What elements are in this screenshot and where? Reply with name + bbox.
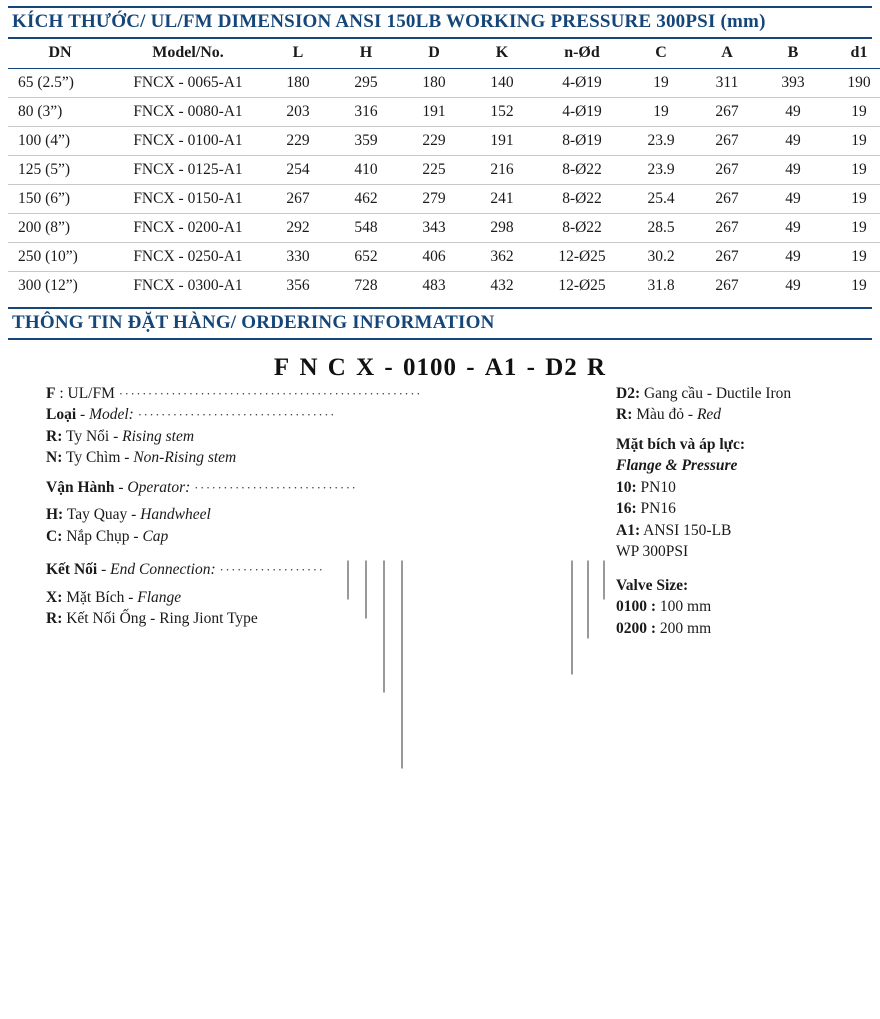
legend-item-pn10-text: PN10 [636,478,676,496]
legend-item-size-0100-text: 100 mm [656,598,712,616]
cell-dn: 250 (10”) [8,242,112,271]
cell-c: 23.9 [628,126,694,155]
legend-item-r-color-vi: Màu đỏ - [632,406,697,424]
legend-item-x-flange-en: Flange [137,588,182,606]
cell-k: 362 [468,242,536,271]
table-row [8,184,880,213]
cell-nod: 4-Ø19 [536,97,628,126]
legend-group-flange-pressure-vi: Mặt bích và áp lực: [616,435,745,453]
cell-model: FNCX - 0250-A1 [112,242,264,271]
legend-item-c-cap-en: Cap [142,527,169,545]
cell-l: 254 [264,155,332,184]
legend-group-flange-pressure-en [616,458,880,474]
legend-item-r-color-en: Red [696,406,722,424]
cell-dn: 100 (4”) [8,126,112,155]
cell-k: 241 [468,184,536,213]
column-header-d1: d1 [826,39,880,69]
cell-d: 225 [400,155,468,184]
order-code-legend [8,384,872,637]
cell-dn: 150 (6”) [8,184,112,213]
order-code-part-f: F [273,353,291,381]
legend-item-a1-text: ANSI 150-LB [640,521,732,539]
legend-item-wp [616,544,880,560]
cell-c: 31.8 [647,276,675,294]
column-header-b: B [760,39,826,69]
legend-left-column [46,384,422,633]
cell-a: 267 [694,184,760,213]
legend-item-f-text: : UL/FM [55,384,115,402]
legend-item-size-0100 [616,599,880,615]
cell-d1: 19 [826,97,880,126]
table-row [8,213,880,242]
cell-a: 267 [694,155,760,184]
column-header-dn: DN [8,39,112,69]
cell-h: 652 [332,242,400,271]
order-code-dash-1: - [384,353,394,381]
cell-nod: 8-Ø22 [536,155,628,184]
legend-item-a1-ansi [616,523,880,539]
cell-nod: 8-Ø22 [536,213,628,242]
legend-item-end-connection [46,562,376,578]
cell-d1: 19 [826,155,880,184]
cell-d: 180 [400,68,468,97]
cell-c: 30.2 [628,242,694,271]
cell-a: 267 [694,213,760,242]
cell-nod: 8-Ø19 [536,126,628,155]
column-header-k: K [468,39,536,69]
cell-d: 191 [400,97,468,126]
column-header-a: A [694,39,760,69]
legend-item-n-nonrising-vi: Ty Chìm - [62,449,134,467]
cell-d: 229 [400,126,468,155]
cell-c: 19 [628,68,694,97]
cell-d1: 19 [826,242,880,271]
legend-item-model-en: Model: [89,406,134,424]
cell-l: 267 [264,184,332,213]
column-header-d: D [400,39,468,69]
legend-item-size-0100-code: 0100 : [616,598,657,616]
cell-d1: 19 [826,184,880,213]
order-code-part-n: N [299,353,319,381]
legend-item-c-cap [46,529,376,545]
legend-item-model-sep: - [76,406,90,424]
legend-item-r-rising-vi: Ty Nổi - [62,427,123,445]
cell-d: 406 [400,242,468,271]
legend-item-c-cap-vi: Nắp Chụp - [62,527,143,545]
cell-dn: 300 (12”) [18,276,78,294]
cell-d: 343 [400,213,468,242]
order-code-part-size: 0100 [402,353,457,381]
table-row [8,155,880,184]
cell-model: FNCX - 0080-A1 [112,97,264,126]
legend-item-end-connection-label: Kết Nối [46,561,98,579]
cell-dn: 125 (5”) [8,155,112,184]
legend-dots: ···················································· [118,385,422,401]
legend-item-n-nonrising-en: Non-Rising stem [133,449,237,467]
cell-h: 410 [332,155,400,184]
cell-l: 356 [286,276,310,294]
cell-l: 180 [264,68,332,97]
legend-item-h-handwheel-vi: Tay Quay - [63,506,141,524]
legend-item-operator-en: Operator: [127,478,191,496]
order-code-part-x: X [356,353,376,381]
legend-item-size-0200 [616,621,880,637]
cell-b: 49 [785,276,801,294]
cell-model: FNCX - 0300-A1 [133,276,243,294]
legend-item-operator [46,480,376,496]
table-row [8,271,880,300]
cell-k: 216 [468,155,536,184]
cell-model: FNCX - 0200-A1 [112,213,264,242]
cell-h: 462 [332,184,400,213]
cell-b: 49 [760,126,826,155]
cell-model: FNCX - 0100-A1 [112,126,264,155]
legend-item-pn16-text: PN16 [636,500,676,518]
cell-model: FNCX - 0150-A1 [112,184,264,213]
order-code-dash-3: - [526,353,536,381]
legend-item-d2-material [616,386,880,402]
legend-item-d2-text: Gang cầu - Ductile Iron [640,384,792,402]
table-row [8,97,880,126]
legend-item-model [46,407,376,423]
cell-a: 267 [694,242,760,271]
cell-k: 432 [490,276,514,294]
legend-item-operator-sep: - [114,478,128,496]
cell-a: 311 [694,68,760,97]
column-header-nod: n-Ød [536,39,628,69]
legend-group-flange-pressure [616,437,880,453]
legend-item-h-handwheel-code: H: [46,506,64,524]
legend-item-d2-code: D2: [616,384,641,402]
cell-dn: 65 (2.5”) [8,68,112,97]
cell-dn: 200 (8”) [8,213,112,242]
cell-h: 359 [332,126,400,155]
legend-right-column [616,386,880,643]
legend-dots: ·································· [137,407,336,423]
legend-group-flange-pressure-en-text: Flange & Pressure [616,457,738,475]
legend-item-c-cap-code: C: [46,527,63,545]
cell-l: 203 [264,97,332,126]
dimension-table [8,39,880,300]
ordering-section-header [8,307,872,340]
legend-item-end-connection-sep: - [97,561,111,579]
column-header-l: L [264,39,332,69]
cell-b: 49 [760,155,826,184]
cell-k: 191 [468,126,536,155]
order-code-part-pressure: A1 [484,353,518,381]
dimension-section-header [8,6,872,39]
legend-item-r-rising [46,429,376,445]
legend-item-pn16-code: 16: [616,500,637,518]
legend-item-r-rising-en: Rising stem [122,427,195,445]
legend-item-h-handwheel-en: Handwheel [140,506,211,524]
cell-model: FNCX - 0125-A1 [112,155,264,184]
cell-a: 267 [694,126,760,155]
legend-dots: ·················· [219,562,325,578]
table-row [8,126,880,155]
cell-k: 140 [468,68,536,97]
table-header-row [8,39,880,69]
order-code-dash-2: - [466,353,476,381]
cell-b: 49 [760,184,826,213]
cell-c: 23.9 [628,155,694,184]
legend-item-x-flange [46,590,376,606]
dimension-section-title: KÍCH THƯỚC/ UL/FM DIMENSION ANSI 150LB WORKING PRESSURE 300PSI (mm) [12,11,766,32]
cell-h: 316 [332,97,400,126]
legend-group-valve-size [616,578,880,594]
legend-dots: ···························· [194,479,358,495]
cell-d1: 19 [851,276,867,294]
legend-item-operator-label: Vận Hành [46,478,115,496]
legend-item-n-nonrising-code: N: [46,449,63,467]
legend-item-wp-text: WP 300PSI [616,543,689,561]
cell-c: 25.4 [628,184,694,213]
cell-l: 292 [264,213,332,242]
cell-nod: 4-Ø19 [536,68,628,97]
order-code-part-material: D2 [545,353,578,381]
legend-item-pn10 [616,480,880,496]
cell-b: 49 [760,242,826,271]
legend-group-valve-size-label: Valve Size: [616,576,689,594]
legend-item-r-rising-code: R: [46,427,63,445]
order-code [8,354,872,382]
cell-l: 229 [264,126,332,155]
legend-item-n-nonrising [46,450,376,466]
cell-d1: 19 [826,213,880,242]
legend-item-pn16 [616,501,880,517]
legend-item-size-0200-text: 200 mm [656,619,712,637]
legend-item-model-label: Loại [46,406,77,424]
cell-h: 548 [332,213,400,242]
legend-item-r-color-code: R: [616,406,633,424]
legend-item-a1-code: A1: [616,521,641,539]
cell-d: 483 [422,276,446,294]
cell-dn: 80 (3”) [8,97,112,126]
table-row [8,68,880,97]
order-code-part-c: C [327,353,347,381]
cell-h: 295 [332,68,400,97]
cell-b: 49 [760,97,826,126]
ordering-section-title: THÔNG TIN ĐẶT HÀNG/ ORDERING INFORMATION [12,311,495,333]
cell-d1: 19 [826,126,880,155]
cell-nod: 12-Ø25 [558,276,606,294]
cell-l: 330 [264,242,332,271]
cell-k: 152 [468,97,536,126]
table-row [8,242,880,271]
legend-item-x-flange-vi: Mặt Bích - [62,588,138,606]
cell-a: 267 [694,97,760,126]
cell-c: 19 [628,97,694,126]
cell-b: 49 [760,213,826,242]
legend-item-r-ring [46,611,376,627]
legend-item-r-ring-code: R: [46,610,63,628]
column-header-model: Model/No. [112,39,264,69]
legend-item-end-connection-en: End Connection: [110,561,216,579]
column-header-c: C [628,39,694,69]
cell-d: 279 [400,184,468,213]
legend-item-f [46,384,422,402]
legend-item-f-code: F [46,384,56,402]
legend-item-size-0200-code: 0200 : [616,619,657,637]
cell-d1: 190 [826,68,880,97]
cell-k: 298 [468,213,536,242]
cell-a: 267 [715,276,739,294]
cell-nod: 8-Ø22 [536,184,628,213]
legend-item-pn10-code: 10: [616,478,637,496]
legend-item-x-flange-code: X: [46,588,63,606]
legend-item-r-ring-text: Kết Nối Ống - Ring Jiont Type [62,610,258,628]
cell-nod: 12-Ø25 [536,242,628,271]
cell-b: 393 [760,68,826,97]
order-code-part-color: R [587,353,607,381]
cell-h: 728 [354,276,378,294]
cell-c: 28.5 [628,213,694,242]
legend-item-r-color [616,407,880,423]
legend-item-h-handwheel [46,507,376,523]
column-header-h: H [332,39,400,69]
cell-model: FNCX - 0065-A1 [112,68,264,97]
